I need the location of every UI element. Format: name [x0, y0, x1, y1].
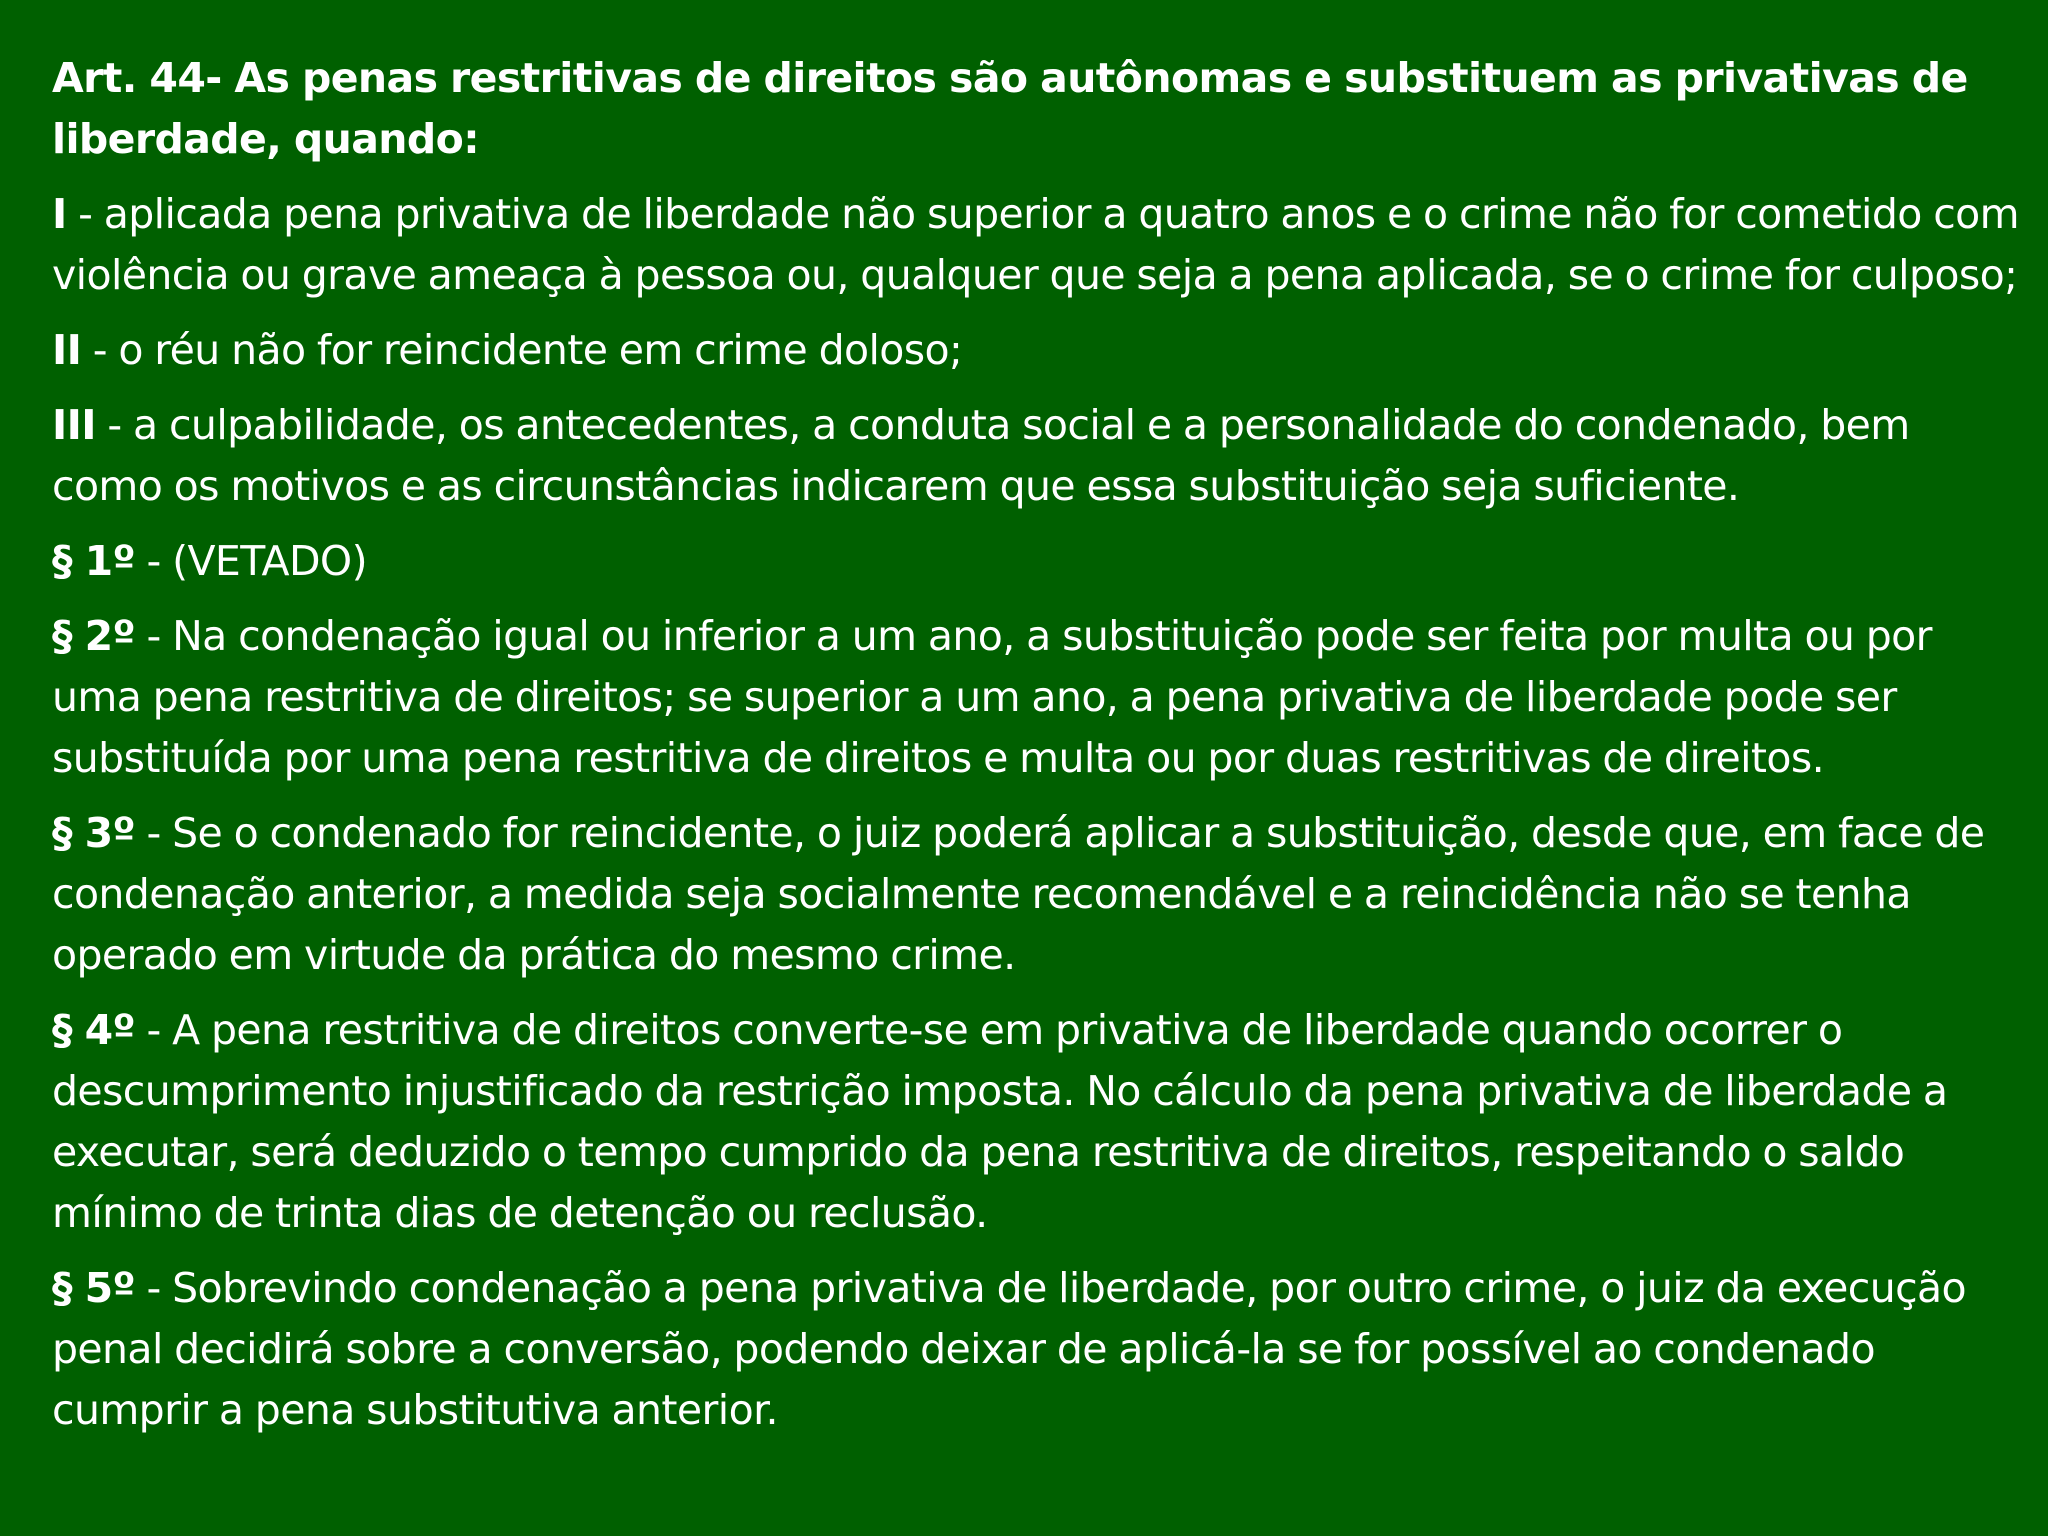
- item-label: § 5º: [52, 1264, 136, 1312]
- item-label: § 1º: [52, 537, 136, 585]
- item-label: § 2º: [52, 612, 136, 660]
- item-label: I: [52, 190, 67, 238]
- article-title: Art. 44- As penas restritivas de direitos são autônomas e substituem as privativas de liberdade, quando:: [52, 54, 1968, 163]
- item-text: - a culpabilidade, os antecedentes, a conduta social e a personalidade do condenado, bem como os motivos e as circunstâncias indicarem que essa substituição seja suficiente.: [52, 401, 1910, 510]
- item-paragrafo-2: [52, 606, 2028, 789]
- item-paragrafo-5: [52, 1258, 2028, 1441]
- item-text: - Na condenação igual ou inferior a um ano, a substituição pode ser feita por multa ou por uma pena restritiva de direitos; se superior a um ano, a pena privativa de liberdade pode ser substituída por uma pena restritiva de direitos e multa ou por duas restritivas de direitos.: [52, 612, 1932, 782]
- item-inciso-3: [52, 395, 2028, 517]
- item-paragrafo-1: [52, 531, 2028, 592]
- item-inciso-1: [52, 184, 2028, 306]
- item-text: - Se o condenado for reincidente, o juiz poderá aplicar a substituição, desde que, em face de condenação anterior, a medida seja socialmente recomendável e a reincidência não se tenha operado em virtude da prática do mesmo crime.: [52, 809, 1985, 979]
- item-text: - o réu não for reincidente em crime doloso;: [81, 326, 963, 374]
- item-text: - aplicada pena privativa de liberdade não superior a quatro anos e o crime não for cometido com violência ou grave ameaça à pessoa ou, qualquer que seja a pena aplicada, se o crime for culposo;: [52, 190, 2019, 299]
- item-label: § 3º: [52, 809, 136, 857]
- item-label: § 4º: [52, 1006, 136, 1054]
- item-paragrafo-3: [52, 803, 2028, 986]
- item-label: II: [52, 326, 82, 374]
- item-label: III: [52, 401, 96, 449]
- item-text: - Sobrevindo condenação a pena privativa de liberdade, por outro crime, o juiz da execução penal decidirá sobre a conversão, podendo deixar de aplicá-la se for possível ao condenado cumprir a pena substitutiva anterior.: [52, 1264, 1967, 1434]
- item-inciso-2: [52, 320, 2028, 381]
- item-paragrafo-4: [52, 1000, 2028, 1244]
- item-text: - (VETADO): [135, 537, 367, 585]
- item-text: - A pena restritiva de direitos converte-se em privativa de liberdade quando ocorrer o descumprimento injustificado da restrição imposta. No cálculo da pena privativa de liberdade a executar, será deduzido o tempo cumprido da pena restritiva de direitos, respeitando o saldo mínimo de trinta dias de detenção ou reclusão.: [52, 1006, 1948, 1237]
